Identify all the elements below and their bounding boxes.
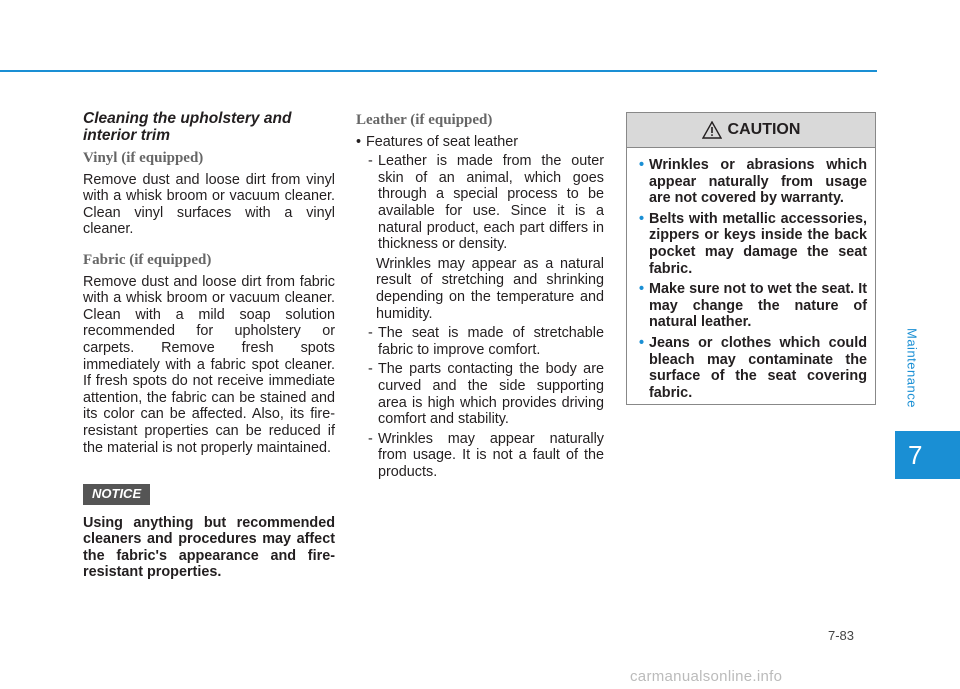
vinyl-text: Remove dust and loose dirt from vinyl with a whisk broom or vacuum cleaner. Clean vinyl surfaces with a vinyl cleaner. xyxy=(83,171,335,238)
sub-item-continued: Wrinkles may appear as a natural result of stretching and shrinking depending on the temperature and humidity. xyxy=(376,255,604,322)
caution-item: • Jeans or clothes which could bleach may contaminate the surface of the seat covering fabric. xyxy=(639,334,867,401)
fabric-text: Remove dust and loose dirt from fabric with a whisk broom or vacuum cleaner. Clean with a mild soap solution recommended for upholstery or carpets. Remove fresh spots immediately with a fabric spot cleaner. If fresh spots do not receive immediate attention, the fabric can be stained and its color can be affected. Also, its fire-resistant properties can be reduced if the material is not properly maintained. xyxy=(83,273,335,456)
bullet-item xyxy=(356,134,604,151)
watermark-text: carmanualsonline.info xyxy=(630,668,783,685)
warning-triangle-icon xyxy=(702,121,722,139)
notice-badge: NOTICE xyxy=(83,484,150,505)
sub-item: - Leather is made from the outer skin of an animal, which goes through a special process to be available for use. Since it is a natural product, each part differs in thickness or density. xyxy=(368,153,604,253)
caution-item: • Make sure not to wet the seat. It may change the nature of natural leather. xyxy=(639,281,867,331)
caution-box xyxy=(626,112,876,405)
chapter-number: 7 xyxy=(895,431,960,479)
middle-column xyxy=(356,110,604,483)
caution-item: • Wrinkles or abrasions which appear naturally from usage are not covered by warranty. xyxy=(639,157,867,207)
left-column xyxy=(83,110,335,591)
caution-item: • Belts with metallic accessories, zippers or keys inside the back pocket may damage the seat fabric. xyxy=(639,210,867,277)
caution-header xyxy=(627,113,875,148)
section-title: Cleaning the upholstery and interior trim xyxy=(83,110,292,144)
header-rule xyxy=(0,70,877,72)
sub-item: - The parts contacting the body are curved and the side supporting area is high which provides driving comfort and stability. xyxy=(368,361,604,428)
bullet-text: Features of seat leather xyxy=(366,133,518,150)
notice-text: Using anything but recommended cleaners and procedures may affect the fabric's appearance and fire-resistant properties. xyxy=(83,514,335,581)
fabric-heading: Fabric (if equipped) xyxy=(83,251,212,268)
caution-list xyxy=(627,148,875,401)
sub-item: - Wrinkles may appear naturally from usage. It is not a fault of the products. xyxy=(368,430,604,480)
sub-item: - The seat is made of stretchable fabric to improve comfort. xyxy=(368,325,604,358)
leather-heading: Leather (if equipped) xyxy=(356,112,493,128)
section-label: Maintenance xyxy=(904,327,920,408)
page-number: 7-83 xyxy=(828,628,855,643)
bullet-dot-icon: • xyxy=(356,133,362,150)
vinyl-heading: Vinyl (if equipped) xyxy=(83,150,204,166)
caution-title: CAUTION xyxy=(727,120,801,138)
